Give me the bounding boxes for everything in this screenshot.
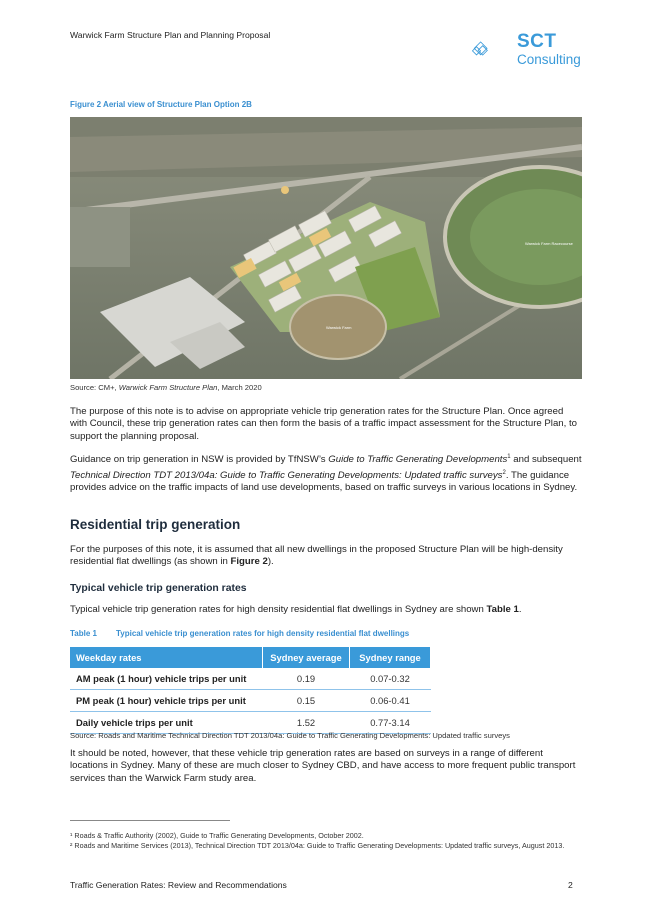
row-average: 0.19 [263, 668, 350, 690]
row-label: PM peak (1 hour) vehicle trips per unit [70, 690, 263, 712]
aerial-photo-illustration [70, 117, 582, 379]
page-number: 2 [568, 880, 573, 890]
section-heading: Residential trip generation [70, 517, 241, 532]
intro-paragraph-2: Guidance on trip generation in NSW is provided by TfNSW’s Guide to Traffic Generating Developments$^1$ and subsequent Technical Direction TDT 2013/04a: Guide to Traffic Generating Developments: Updated traffic surveys$^2$. The guidance provides advice on the traffic impacts of land use developments, based on traffic surveys in various locations in Sydney. [70, 454, 582, 494]
document-header-title: Warwick Farm Structure Plan and Planning Proposal [70, 30, 271, 40]
figure-source: Source: CM+, Warwick Farm Structure Plan, March 2020 [70, 383, 262, 392]
table-source: Source: Roads and Maritime Technical Direction TDT 2013/04a: Guide to Traffic Generating Developments: Updated traffic surveys [70, 731, 510, 740]
aerial-photo [70, 117, 582, 379]
table-caption: Table 1 Typical vehicle trip generation rates for high density residential flat dwellings [70, 629, 410, 638]
footnote-divider [70, 820, 230, 821]
row-average: 0.15 [263, 690, 350, 712]
footnote-1: ¹ Roads & Traffic Authority (2002), Guide to Traffic Generating Developments, October 2002. [70, 831, 364, 840]
row-range: 0.77-3.14 [350, 712, 431, 734]
trip-rates-table [70, 647, 431, 734]
table-row [70, 668, 431, 690]
col-header-weekday-rates: Weekday rates [70, 647, 263, 668]
row-range: 0.06-0.41 [350, 690, 431, 712]
photo-label-oval: Warwick Farm [326, 325, 352, 330]
figure-caption: Figure 2 Aerial view of Structure Plan Option 2B [70, 100, 252, 109]
table-header-row [70, 647, 431, 668]
col-header-sydney-range: Sydney range [350, 647, 431, 668]
table-row [70, 690, 431, 712]
row-label: Daily vehicle trips per unit [70, 712, 263, 734]
section-paragraph-1: For the purposes of this note, it is assumed that all new dwellings in the proposed Structure Plan will be high-density residential flat dwellings (as shown in Figure 2). [70, 544, 563, 568]
row-label: AM peak (1 hour) vehicle trips per unit [70, 668, 263, 690]
closing-paragraph: It should be noted, however, that these vehicle trip generation rates are based on surveys in a range of different locations in Sydney. Many of these are much closer to Sydney CBD, and have access to more frequent public transport services than the Warwick Farm study area. [70, 748, 576, 784]
footnote-2: ² Roads and Maritime Services (2013), Technical Direction TDT 2013/04a: Guide to Traffic Generating Developments: Updated traffic surveys, August 2013. [70, 841, 565, 850]
sct-logo-icon [472, 29, 518, 71]
col-header-sydney-average: Sydney average [263, 647, 350, 668]
page-footer-title: Traffic Generation Rates: Review and Recommendations [70, 880, 287, 890]
row-range: 0.07-0.32 [350, 668, 431, 690]
logo-sct-text: SCT [517, 31, 557, 52]
intro-paragraph-1: The purpose of this note is to advise on appropriate vehicle trip generation rates for the Structure Plan. Once agreed with Council, these trip generation rates can then form the basis of a traffic impact assessment for the Structure Plan, to support the planning proposal. [70, 406, 577, 442]
subsection-heading: Typical vehicle trip generation rates [70, 583, 247, 594]
logo-consulting-text: Consulting [517, 52, 581, 67]
photo-label-racecourse: Warwick Farm Racecourse [525, 241, 573, 246]
row-average: 1.52 [263, 712, 350, 734]
section-paragraph-2: Typical vehicle trip generation rates for high density residential flat dwellings in Sydney are shown Table 1. [70, 604, 522, 615]
